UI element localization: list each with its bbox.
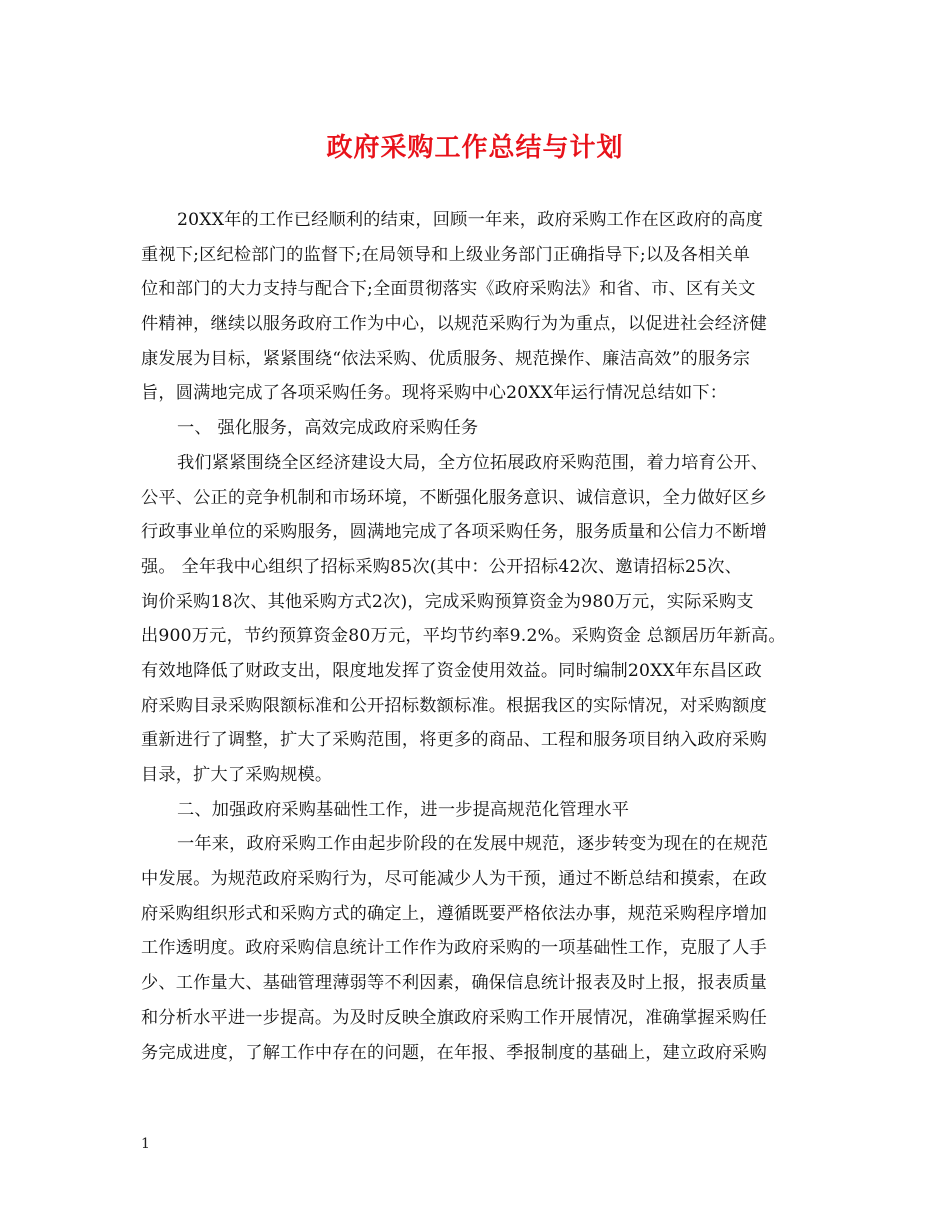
page-number: 1 xyxy=(141,1136,150,1152)
paragraph-line: 府采购目录采购限额标准和公开招标数额标准。根据我区的实际情况，对采购额度 xyxy=(141,695,767,716)
paragraph-line: 我们紧紧围绕全区经济建设大局，全方位拓展政府采购范围，着力培育公开、 xyxy=(177,452,769,473)
document-body xyxy=(141,203,821,1070)
paragraph-line: 出900万元，节约预算资金80万元，平均节约率9.2%。采购资金 总额居历年新高。 xyxy=(141,626,786,647)
paragraph-line: 强。 全年我中心组织了招标采购85次(其中：公开招标42次、邀请招标25次、 xyxy=(141,556,743,577)
paragraph-line: 询价采购18次、其他采购方式2次)，完成采购预算资金为980万元，实际采购支 xyxy=(141,591,754,612)
paragraph-line: 20XX年的工作已经顺利的结束，回顾一年来，政府采购工作在区政府的高度 xyxy=(177,210,764,230)
paragraph-line: 重视下;区纪检部门的监督下;在局领导和上级业务部门正确指导下;以及各相关单 xyxy=(141,244,751,265)
paragraph-line: 有效地降低了财政支出，限度地发挥了资金使用效益。同时编制20XX年东昌区政 xyxy=(141,660,762,681)
paragraph-line: 件精神，继续以服务政府工作为中心，以规范采购行为为重点，以促进社会经济健 xyxy=(141,314,767,335)
paragraph-line: 务完成进度，了解工作中存在的问题，在年报、季报制度的基础上，建立政府采购 xyxy=(141,1042,767,1063)
paragraph-line: 位和部门的大力支持与配合下;全面贯彻落实《政府采购法》和省、市、区有关文 xyxy=(141,279,756,300)
paragraph-line: 少、工作量大、基础管理薄弱等不利因素，确保信息统计报表及时上报，报表质量 xyxy=(141,973,767,994)
paragraph-line: 和分析水平进一步提高。为及时反映全旗政府采购工作开展情况，准确掌握采购任 xyxy=(141,1007,767,1028)
document-title: 政府采购工作总结与计划 xyxy=(326,133,624,163)
section-heading-2: 二、加强政府采购基础性工作，进一步提高规范化管理水平 xyxy=(177,799,630,820)
paragraph-line: 工作透明度。政府采购信息统计工作作为政府采购的一项基础性工作，克服了人手 xyxy=(141,938,767,959)
paragraph-line: 旨，圆满地完成了各项采购任务。现将采购中心20XX年运行情况总结如下： xyxy=(141,383,728,404)
paragraph-line: 中发展。为规范政府采购行为，尽可能减少人为干预，通过不断总结和摸索，在政 xyxy=(141,869,767,890)
paragraph-line: 公平、公正的竞争机制和市场环境，不断强化服务意识、诚信意识，全力做好区乡 xyxy=(141,487,767,508)
paragraph-line: 重新进行了调整，扩大了采购范围，将更多的商品、工程和服务项目纳入政府采购 xyxy=(141,730,767,751)
paragraph-line: 府采购组织形式和采购方式的确定上，遵循既要严格依法办事，规范采购程序增加 xyxy=(141,903,767,924)
paragraph-line: 一年来，政府采购工作由起步阶段的在发展中规范，逐步转变为现在的在规范 xyxy=(177,834,769,855)
paragraph-line: 康发展为目标，紧紧围绕“依法采购、优质服务、规范操作、廉洁高效”的服务宗 xyxy=(141,348,751,369)
paragraph-line: 目录，扩大了采购规模。 xyxy=(141,765,333,785)
paragraph-line: 行政事业单位的采购服务，圆满地完成了各项采购任务，服务质量和公信力不断增 xyxy=(141,522,767,543)
section-heading-1: 一、 强化服务，高效完成政府采购任务 xyxy=(177,418,479,439)
